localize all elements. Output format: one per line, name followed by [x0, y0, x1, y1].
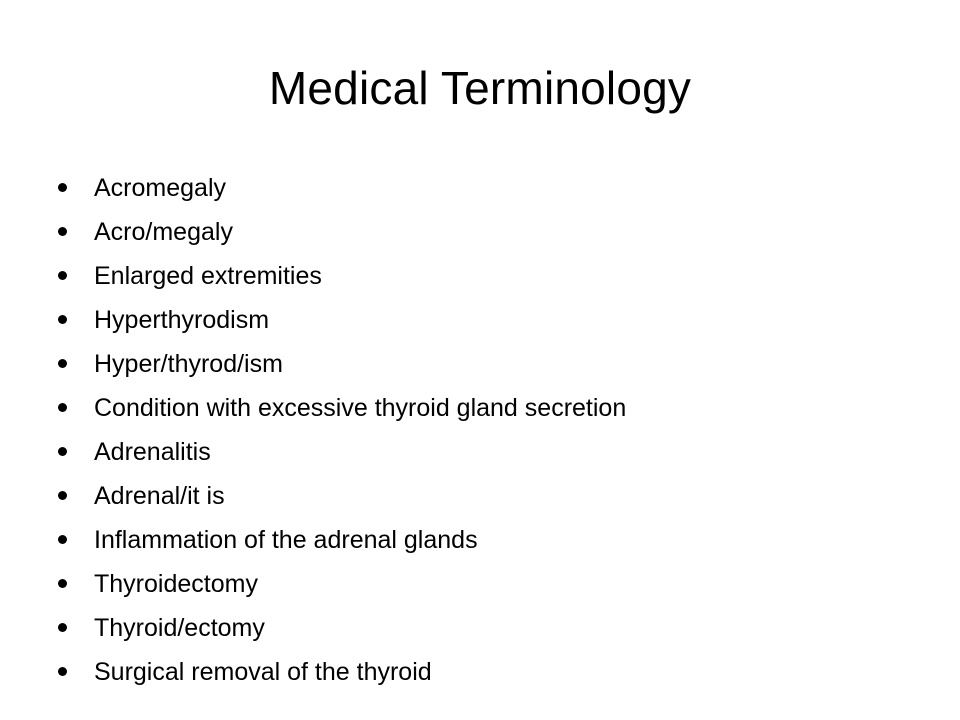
bullet-text: Hyper/thyrod/ism [94, 350, 283, 378]
bullet-item [58, 342, 918, 386]
bullet-text: Adrenalitis [94, 438, 211, 466]
bullet-icon [58, 227, 67, 236]
bullet-item [58, 298, 918, 342]
bullet-item [58, 650, 918, 694]
bullet-icon [58, 667, 67, 676]
bullet-icon [58, 623, 67, 632]
bullet-text: Thyroid/ectomy [94, 614, 265, 642]
bullet-icon [58, 271, 67, 280]
bullet-item [58, 210, 918, 254]
bullet-item [58, 562, 918, 606]
bullet-icon [58, 359, 67, 368]
bullet-text: Surgical removal of the thyroid [94, 658, 432, 686]
bullet-list [58, 166, 918, 694]
bullet-icon [58, 315, 67, 324]
slide-title: Medical Terminology [268, 62, 692, 114]
bullet-text: Thyroidectomy [94, 570, 258, 598]
bullet-text: Acro/megaly [94, 218, 233, 246]
bullet-text: Hyperthyrodism [94, 306, 270, 334]
bullet-icon [58, 447, 67, 456]
bullet-icon [58, 403, 67, 412]
bullet-text: Enlarged extremities [94, 262, 322, 290]
bullet-text: Acromegaly [94, 174, 226, 202]
bullet-item [58, 430, 918, 474]
bullet-icon [58, 579, 67, 588]
bullet-icon [58, 535, 67, 544]
bullet-item [58, 254, 918, 298]
bullet-item [58, 166, 918, 210]
bullet-item [58, 386, 918, 430]
bullet-text: Inflammation of the adrenal glands [94, 526, 478, 554]
bullet-item [58, 518, 918, 562]
bullet-item [58, 474, 918, 518]
bullet-icon [58, 491, 67, 500]
bullet-item [58, 606, 918, 650]
bullet-icon [58, 183, 67, 192]
bullet-text: Condition with excessive thyroid gland secretion [94, 394, 627, 422]
bullet-text: Adrenal/it is [94, 482, 225, 510]
